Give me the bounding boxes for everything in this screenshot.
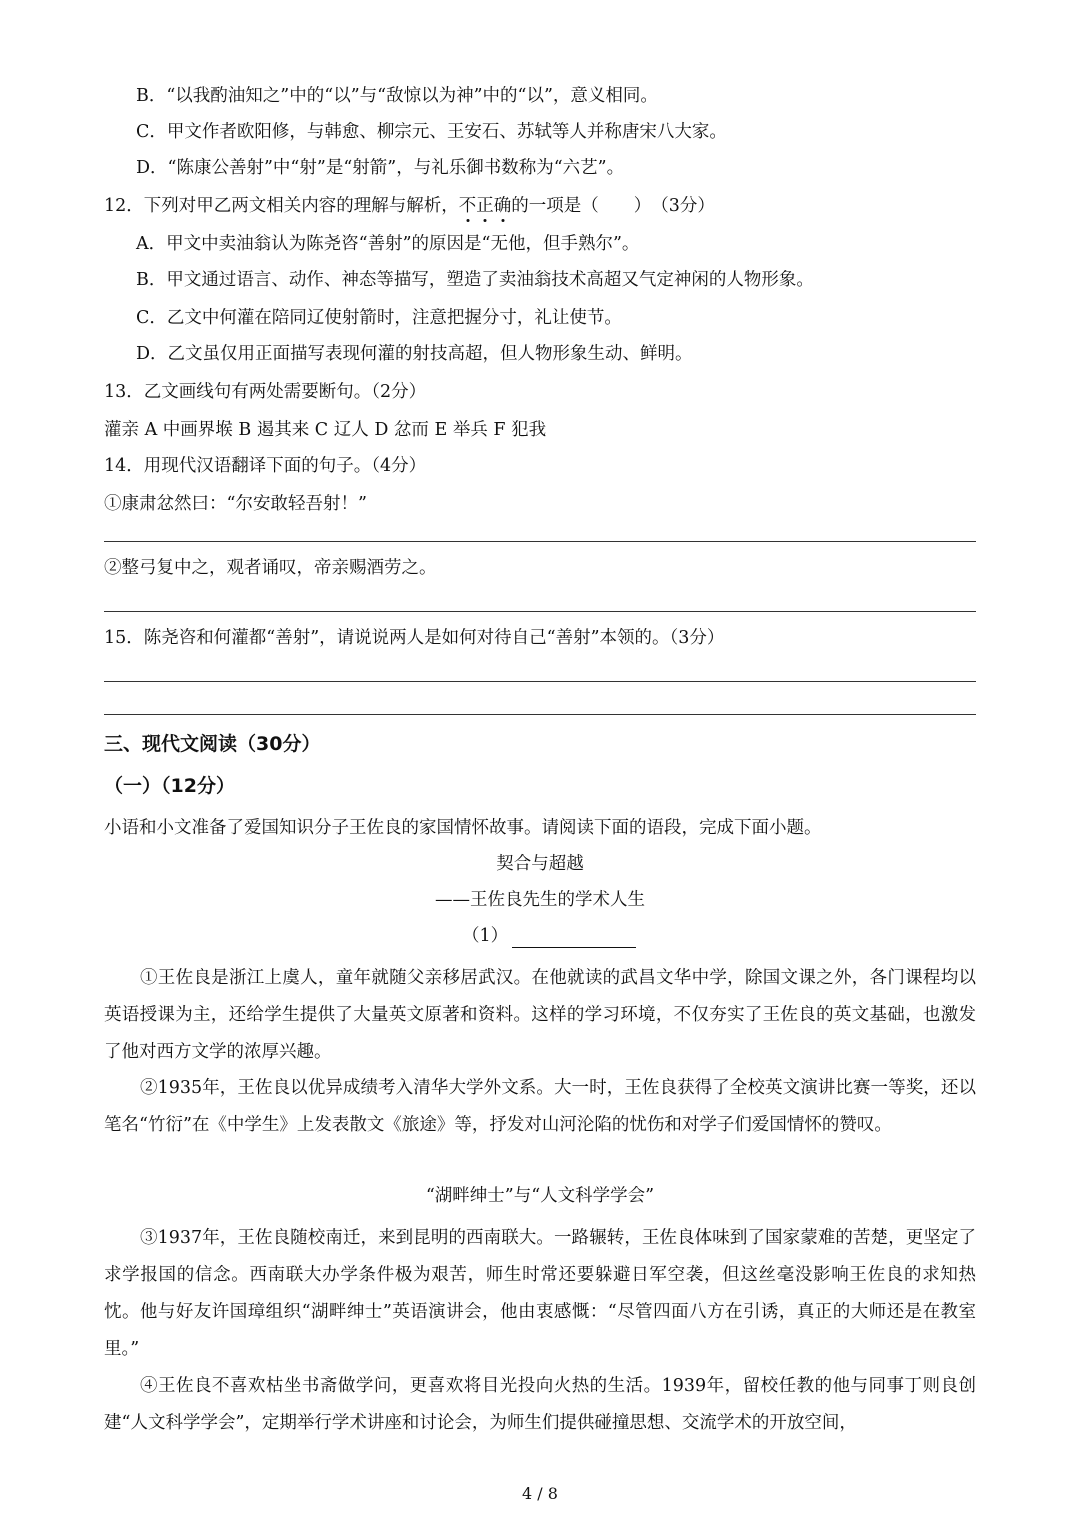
answer-line-q15-1[interactable] — [104, 681, 976, 682]
article-paragraph-1: ①王佐良是浙江上虞人，童年就随父亲移居武汉。在他就读的武昌文华中学，除国文课之外，各门课程均以英语授课为主，还给学生提供了大量英文原著和资料。这样的学习环境，不仅夯实了王佐良的英文基础，也激发了他对西方文学的浓厚兴趣。 — [104, 968, 976, 1062]
q14-sentence-2: ②整弓复中之，观者诵叹，帝亲赐酒劳之。 — [104, 558, 437, 578]
q14-sentence-1: ①康肃忿然曰：“尔安敢轻吾射！” — [104, 494, 367, 514]
section-3-subtitle: （一）（12分） — [104, 775, 235, 797]
section-3-intro: 小语和小文准备了爱国知识分子王佐良的家国情怀故事。请阅读下面的语段，完成下面小题。 — [104, 818, 822, 838]
heading-blank[interactable] — [512, 927, 636, 948]
q13-stem: 13．乙文画线句有两处需要断句。（2分） — [104, 382, 427, 402]
article-paragraph-2: ②1935年，王佐良以优异成绩考入清华大学外文系。大一时，王佐良获得了全校英文演讲比赛一等奖，还以笔名“竹衍”在《中学生》上发表散文《旅途》等，抒发对山河沦陷的忧伤和对学子们爱国情怀的赞叹。 — [104, 1078, 976, 1135]
answer-line-q14-1[interactable] — [104, 541, 976, 542]
q12-stem — [104, 194, 715, 218]
q12-stem-before: 12．下列对甲乙两文相关内容的理解与解析， — [104, 196, 459, 216]
q15-stem: 15．陈尧咨和何灌都“善射”，请说说两人是如何对待自己“善射”本领的。（3分） — [104, 628, 725, 648]
q12-option-d: D．乙文虽仅用正面描写表现何灌的射技高超，但人物形象生动、鲜明。 — [136, 344, 693, 364]
q12-emphasis-char-1: 不 — [458, 196, 477, 216]
article-title: 契合与超越 — [496, 854, 584, 874]
article-heading-1-number: （1） — [462, 926, 509, 946]
answer-line-q15-2[interactable] — [104, 714, 976, 715]
q12-option-b: B．甲文通过语言、动作、神态等描写，塑造了卖油翁技术高超又气定神闲的人物形象。 — [136, 270, 814, 290]
q12-stem-after: 的一项是（ ） （3分） — [511, 196, 715, 216]
article-paragraph-3: ③1937年，王佐良随校南迁，来到昆明的西南联大。一路辗转，王佐良体味到了国家蒙难的苦楚，更坚定了求学报国的信念。西南联大办学条件极为艰苦，师生时常还要躲避日军空袭，但这丝毫没影响王佐良的求知热忱。他与好友许国璋组织“湖畔绅士”英语演讲会，他由衷感慨：“尽管四面八方在引诱，真正的大师还是在教室里。” — [104, 1228, 976, 1359]
q12-emphasis-char-2: 正 — [476, 196, 494, 216]
article-heading-2: “湖畔绅士”与“人文科学学会” — [425, 1186, 655, 1206]
q12-option-a: A．甲文中卖油翁认为陈尧咨“善射”的原因是“无他，但手熟尔”。 — [136, 234, 640, 254]
section-3-title: 三、现代文阅读（30分） — [104, 733, 321, 755]
article-heading-1 — [462, 924, 636, 948]
q14-stem: 14．用现代汉语翻译下面的句子。（4分） — [104, 456, 427, 476]
q11-option-d: D．“陈康公善射”中“射”是“射箭”，与礼乐御书数称为“六艺”。 — [136, 158, 625, 178]
q12-option-c: C．乙文中何灌在陪同辽使射箭时，注意把握分寸，礼让使节。 — [136, 308, 622, 328]
q11-option-b: B．“以我酌油知之”中的“以”与“敌惊以为神”中的“以”，意义相同。 — [136, 86, 658, 106]
q12-emphasis-char-3: 确 — [493, 196, 512, 216]
article-paragraph-4: ④王佐良不喜欢枯坐书斋做学问，更喜欢将目光投向火热的生活。1939年，留校任教的他与同事丁则良创建“人文科学学会”，定期举行学术讲座和讨论会，为师生们提供碰撞思想、交流学术的开放空间， — [104, 1376, 976, 1433]
q11-option-c: C．甲文作者欧阳修，与韩愈、柳宗元、王安石、苏轼等人并称唐宋八大家。 — [136, 122, 727, 142]
page-number: 4 / 8 — [522, 1484, 558, 1503]
q13-sentence: 灌亲 A 中画界堠 B 遏其来 C 辽人 D 忿而 E 举兵 F 犯我 — [104, 420, 547, 440]
article-subtitle: ——王佐良先生的学术人生 — [435, 890, 645, 910]
answer-line-q14-2[interactable] — [104, 611, 976, 612]
